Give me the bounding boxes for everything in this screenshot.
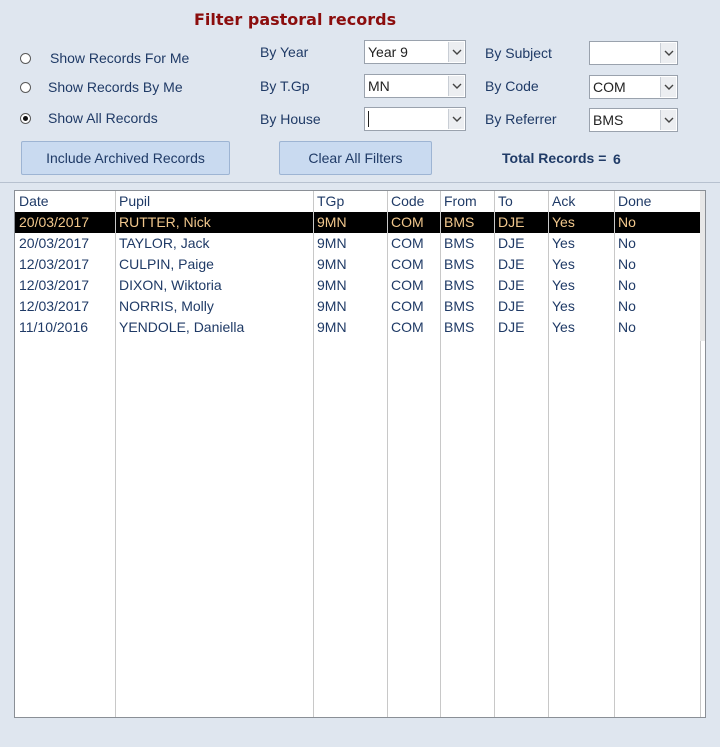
by-house-label: By House — [260, 111, 321, 127]
cell-pupil: YENDOLE, Daniella — [119, 319, 245, 335]
by-referrer-label: By Referrer — [485, 111, 557, 127]
by-year-label: By Year — [260, 44, 309, 60]
cell-tgp: 9MN — [317, 214, 347, 230]
cell-code: COM — [391, 256, 424, 272]
section-divider — [0, 182, 720, 183]
cell-done: No — [618, 298, 636, 314]
include-archived-records-button[interactable]: Include Archived Records — [21, 141, 230, 175]
clear-all-filters-button[interactable]: Clear All Filters — [279, 141, 432, 175]
cell-date: 12/03/2017 — [19, 277, 90, 293]
cell-pupil: TAYLOR, Jack — [119, 235, 210, 251]
vertical-scrollbar[interactable] — [700, 191, 705, 341]
column-header-to[interactable]: To — [498, 193, 513, 209]
cell-date: 11/10/2016 — [19, 319, 89, 335]
cell-code: COM — [391, 319, 424, 335]
total-records-label: Total Records = — [502, 150, 607, 166]
cell-pupil: NORRIS, Molly — [119, 298, 214, 314]
cell-ack: Yes — [552, 235, 575, 251]
cell-tgp: 9MN — [317, 298, 347, 314]
list-header — [15, 191, 701, 212]
chevron-down-icon[interactable] — [448, 76, 464, 96]
chevron-down-icon[interactable] — [660, 77, 676, 97]
column-header-ack[interactable]: Ack — [552, 193, 576, 209]
cell-from: BMS — [444, 256, 475, 272]
cell-from: BMS — [444, 214, 475, 230]
cell-to: DJE — [498, 298, 525, 314]
chevron-down-icon[interactable] — [448, 109, 464, 129]
cell-ack: Yes — [552, 256, 575, 272]
cell-pupil: RUTTER, Nick — [119, 214, 211, 230]
column-header-code[interactable]: Code — [391, 193, 425, 209]
column-header-done[interactable]: Done — [618, 193, 652, 209]
cell-done: No — [618, 277, 636, 293]
column-header-date[interactable]: Date — [19, 193, 49, 209]
cell-pupil: CULPIN, Paige — [119, 256, 214, 272]
code-select-value: COM — [593, 79, 626, 95]
cell-ack: Yes — [552, 214, 575, 230]
table-row[interactable] — [15, 296, 701, 317]
cell-ack: Yes — [552, 277, 575, 293]
radio-show-all-records[interactable] — [20, 110, 158, 126]
tgp-select-value: MN — [368, 78, 390, 94]
cell-date: 12/03/2017 — [19, 256, 90, 272]
table-row[interactable] — [15, 233, 701, 254]
cell-done: No — [618, 235, 636, 251]
cell-tgp: 9MN — [317, 256, 347, 272]
radio-label: Show All Records — [48, 110, 158, 126]
by-tgp-label: By T.Gp — [260, 78, 310, 94]
referrer-select-value: BMS — [593, 112, 624, 128]
radio-button-icon[interactable] — [20, 53, 31, 64]
cell-tgp: 9MN — [317, 235, 347, 251]
cell-date: 20/03/2017 — [19, 235, 90, 251]
cell-from: BMS — [444, 277, 475, 293]
table-row[interactable] — [15, 212, 701, 233]
cell-tgp: 9MN — [317, 277, 347, 293]
cell-date: 12/03/2017 — [19, 298, 90, 314]
cell-to: DJE — [498, 214, 525, 230]
table-row[interactable] — [15, 317, 701, 338]
radio-show-records-for-me[interactable] — [20, 50, 189, 66]
cell-done: No — [618, 214, 636, 230]
column-header-tgp[interactable]: TGp — [317, 193, 345, 209]
cell-code: COM — [391, 214, 424, 230]
cell-ack: Yes — [552, 298, 575, 314]
radio-label: Show Records By Me — [48, 79, 183, 95]
chevron-down-icon[interactable] — [448, 42, 464, 62]
cell-to: DJE — [498, 256, 525, 272]
cell-tgp: 9MN — [317, 319, 347, 335]
tgp-select[interactable] — [364, 74, 466, 98]
cell-code: COM — [391, 298, 424, 314]
cell-from: BMS — [444, 298, 475, 314]
cell-to: DJE — [498, 277, 525, 293]
cell-pupil: DIXON, Wiktoria — [119, 277, 222, 293]
column-header-from[interactable]: From — [444, 193, 477, 209]
year-select[interactable] — [364, 40, 466, 64]
radio-label: Show Records For Me — [50, 50, 190, 66]
by-code-label: By Code — [485, 78, 539, 94]
cell-from: BMS — [444, 319, 475, 335]
house-select[interactable] — [364, 107, 466, 131]
cell-code: COM — [391, 277, 424, 293]
cell-date: 20/03/2017 — [19, 214, 90, 230]
house-select-value — [368, 111, 448, 127]
total-records-value: 6 — [613, 151, 621, 167]
cell-from: BMS — [444, 235, 475, 251]
subject-select[interactable] — [589, 41, 678, 65]
cell-done: No — [618, 319, 636, 335]
cell-ack: Yes — [552, 319, 575, 335]
radio-show-records-by-me[interactable] — [20, 79, 183, 95]
referrer-select[interactable] — [589, 108, 678, 132]
chevron-down-icon[interactable] — [660, 43, 676, 63]
radio-button-checked-icon[interactable] — [20, 113, 31, 124]
by-subject-label: By Subject — [485, 45, 552, 61]
cell-code: COM — [391, 235, 424, 251]
form-title: Filter pastoral records — [194, 10, 397, 29]
cell-done: No — [618, 256, 636, 272]
chevron-down-icon[interactable] — [660, 110, 676, 130]
radio-button-icon[interactable] — [20, 82, 31, 93]
cell-to: DJE — [498, 235, 525, 251]
table-row[interactable] — [15, 254, 701, 275]
year-select-value: Year 9 — [368, 44, 408, 60]
table-row[interactable] — [15, 275, 701, 296]
column-header-pupil[interactable]: Pupil — [119, 193, 151, 209]
code-select[interactable] — [589, 75, 678, 99]
records-list[interactable] — [14, 190, 706, 718]
cell-to: DJE — [498, 319, 525, 335]
